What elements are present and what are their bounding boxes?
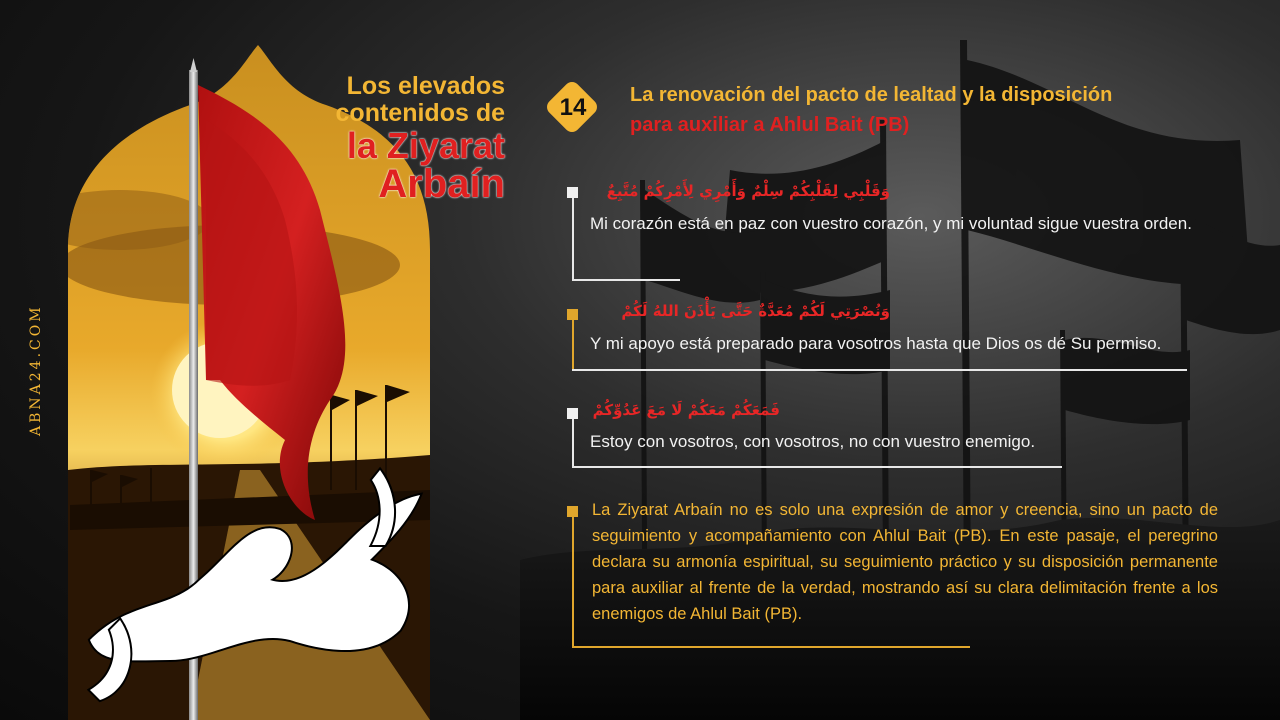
bullet-square-icon [567, 408, 578, 419]
watermark-text: ABNA24.COM [28, 304, 44, 436]
quote-3-translation: Estoy con vosotros, con vosotros, no con vuestro enemigo. [590, 432, 1036, 451]
number-badge [545, 80, 601, 136]
heading-line-4: Arbaín [378, 162, 505, 206]
bracket-underline [572, 646, 970, 648]
quote-2-arabic: وَنُصْرَتِي لَكُمْ مُعَدَّةٌ حَتَّى يَأْذَنَ اللهُ لَكُمْ [621, 302, 890, 320]
bullet-square-icon [567, 506, 578, 517]
bracket-line [572, 416, 574, 468]
bracket-line [572, 317, 574, 369]
title-line-1: La renovación del pacto de lealtad y la disposición [630, 84, 1113, 106]
heading-line-2: contenidos de [335, 99, 505, 127]
bracket-underline [572, 279, 680, 281]
badge-number: 14 [559, 94, 587, 121]
heading-line-1: Los elevados [346, 72, 505, 100]
bracket-line [572, 514, 574, 646]
quote-1-translation: Mi corazón está en paz con vuestro corazón, y mi voluntad sigue vuestra orden. [590, 214, 1192, 233]
quote-2-translation: Y mi apoyo está preparado para vosotros hasta que Dios os dé Su permiso. [590, 334, 1162, 353]
poster-heading [300, 74, 505, 204]
bullet-square-icon [567, 187, 578, 198]
summary-paragraph: La Ziyarat Arbaín no es solo una expresión de amor y creencia, sino un pacto de seguimiento y acompañamiento con Ahlul Bait (PB). En este pasaje, el peregrino declara su armonía espiritual, su seguimiento práctico y su disposición permanente para auxiliar al frente de la verdad, mostrando así su clara delimitación frente a los enemigos de Ahlul Bait (PB). [592, 501, 1218, 623]
bracket-underline [572, 369, 1187, 371]
quote-3-arabic: فَمَعَكُمْ مَعَكُمْ لَا مَعَ عَدُوِّكُمْ [592, 401, 780, 419]
section-title [630, 80, 1250, 140]
bracket-line [572, 195, 574, 279]
bullet-square-icon [567, 309, 578, 320]
quote-1-arabic: وَقَلْبِي لِقَلْبِكُمْ سِلْمٌ وَأَمْرِي لِأَمْرِكُمْ مُتَّبِعٌ [606, 182, 890, 200]
title-line-2: para auxiliar a Ahlul Bait (PB) [630, 114, 910, 136]
bracket-underline [572, 466, 1062, 468]
heading-line-3: la Ziyarat [346, 125, 505, 166]
